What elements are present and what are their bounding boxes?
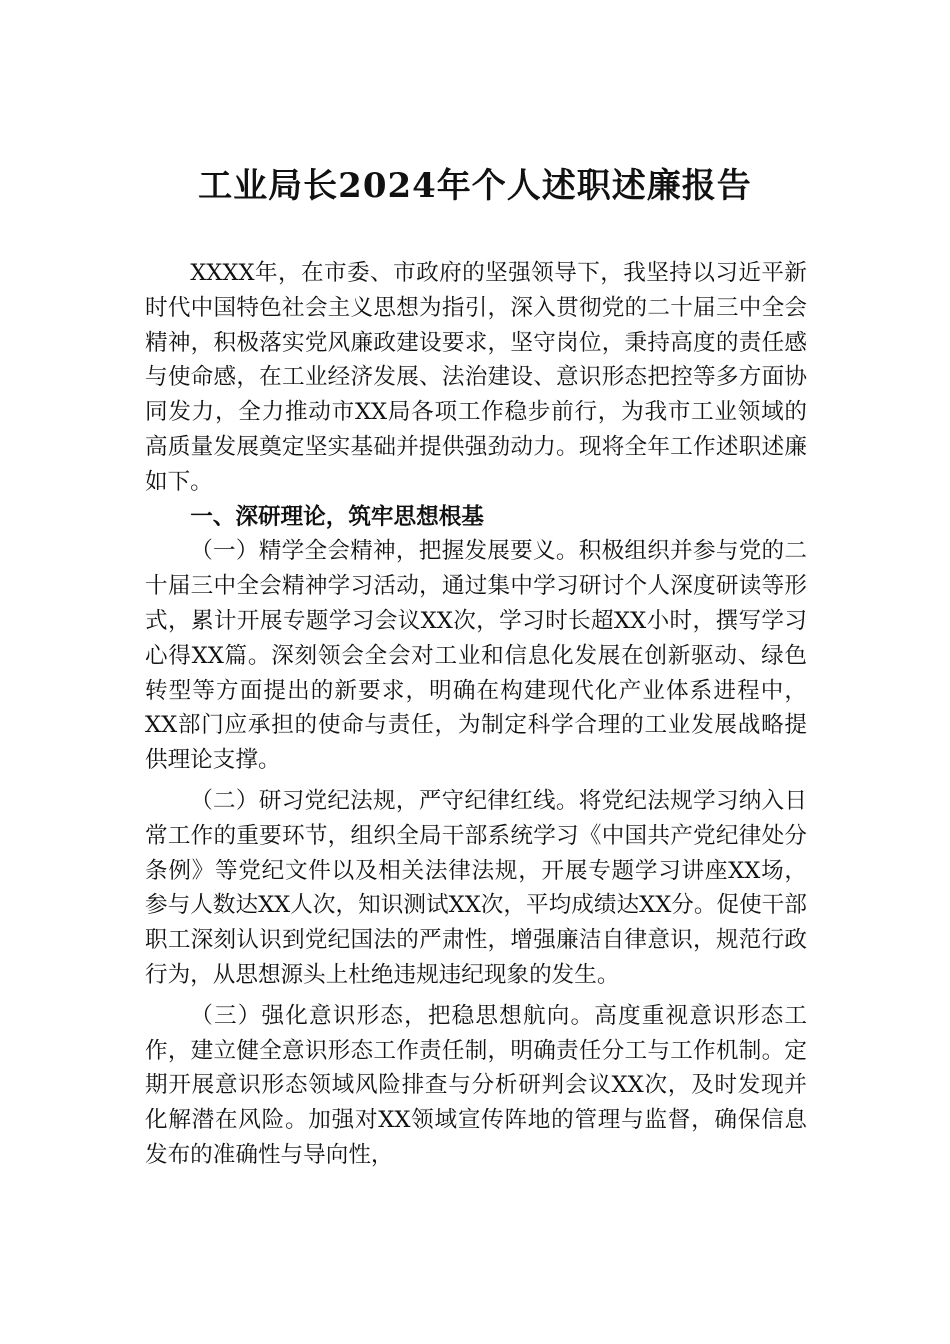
subsection-paragraph-3: （三）强化意识形态，把稳思想航向。高度重视意识形态工作，建立健全意识形态工作责任制，明确责任分工与工作机制。定期开展意识形态领域风险排查与分析研判会议XX次，及时发现并化解潜在风险。加强对XX领域宣传阵地的管理与监督，确保信息发布的准确性与导向性，	[145, 1002, 807, 1168]
document-body	[145, 256, 807, 1173]
section-heading: 一、深研理论，筑牢思想根基	[190, 503, 484, 530]
intro-paragraph: XXXX年，在市委、市政府的坚强领导下，我坚持以习近平新时代中国特色社会主义思想为指引，深入贯彻党的二十届三中全会精神，积极落实党风廉政建设要求，坚守岗位，秉持高度的责任感与使命感，在工业经济发展、法治建设、意识形态把控等多方面协同发力，全力推动市XX局各项工作稳步前行，为我市工业领域的高质量发展奠定坚实基础并提供强劲动力。现将全年工作述职述廉如下。	[145, 260, 807, 495]
subsection-paragraph-1: （一）精学全会精神，把握发展要义。积极组织并参与党的二十届三中全会精神学习活动，通过集中学习研讨个人深度研读等形式，累计开展专题学习会议XX次，学习时长超XX小时，撰写学习心得XX篇。深刻领会全会对工业和信息化发展在创新驱动、绿色转型等方面提出的新要求，明确在构建现代化产业体系进程中，XX部门应承担的使命与责任，为制定科学合理的工业发展战略提供理论支撑。	[145, 538, 807, 774]
document-title: 工业局长2024年个人述职述廉报告	[198, 166, 752, 206]
subsection-paragraph-2: （二）研习党纪法规，严守纪律红线。将党纪法规学习纳入日常工作的重要环节，组织全局干部系统学习《中国共产党纪律处分条例》等党纪文件以及相关法律法规，开展专题学习讲座XX场，参与人数达XX人次，知识测试XX次，平均成绩达XX分。促使干部职工深刻认识到党纪国法的严肃性，增强廉洁自律意识，规范行政行为，从思想源头上杜绝违规违纪现象的发生。	[145, 787, 807, 988]
